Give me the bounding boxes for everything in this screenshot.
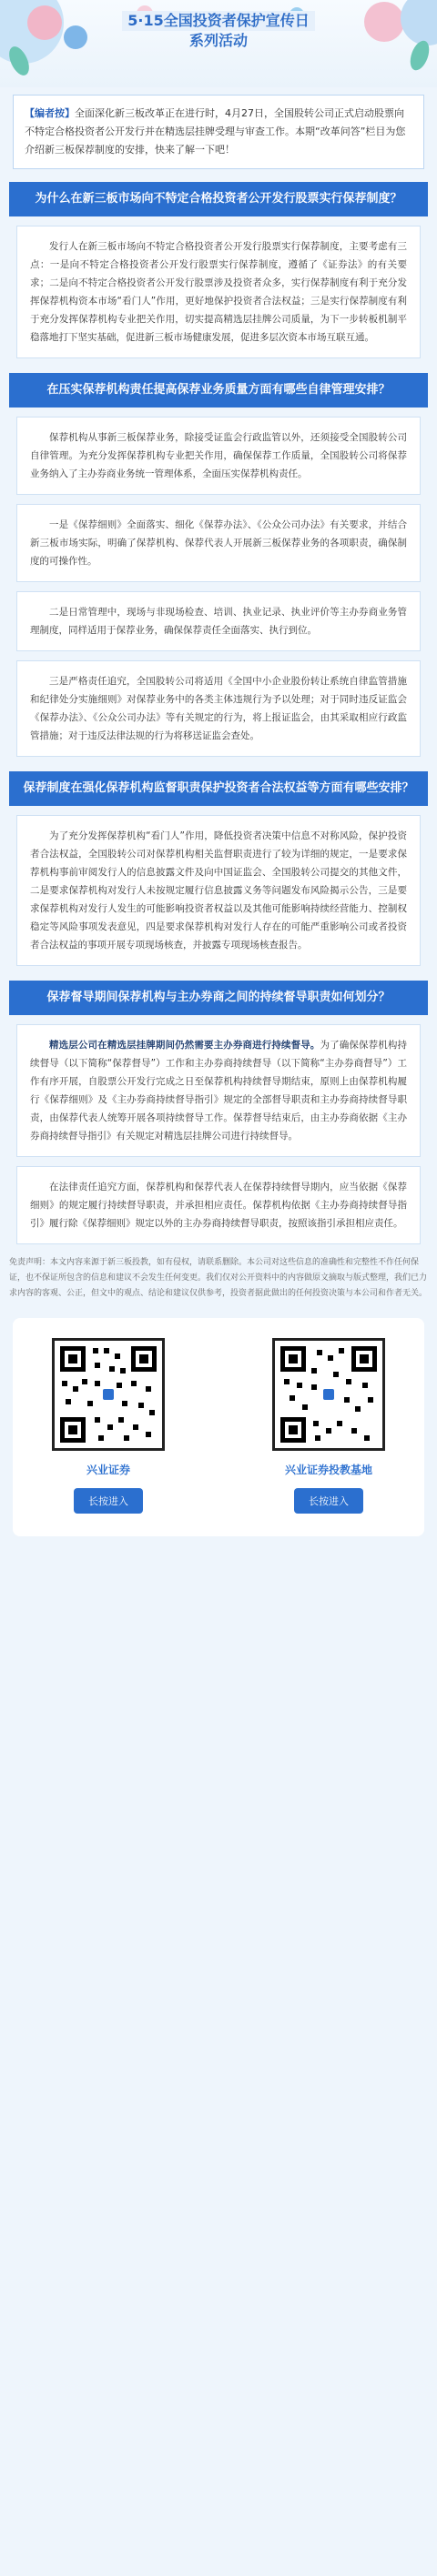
qr-panel	[13, 1318, 424, 1536]
answer-2-para-2: 一是《保荐细则》全面落实、细化《保荐办法》、《公众公司办法》有关要求，并结合新三板市场实际，明确了保荐机构、保荐代表人开展新三板保荐业务的各项职责，确保制度的可操作性。	[30, 519, 407, 567]
answer-2-para-4: 三是严格责任追究，全国股转公司将适用《全国中小企业股份转让系统自律监管措施和纪律处分实施细则》对保荐业务中的各类主体违规行为予以处理；对于同时违反证监会《保荐办法》、《公众公司办法》等有关规定的行为，将上报证监会，由其采取相应行政监管措施；对于违反法律法规的行为将移送证监会查处。	[30, 676, 407, 741]
answer-2-card-4	[16, 660, 421, 757]
long-press-button-2[interactable]: 长按进入	[294, 1488, 363, 1514]
answer-4-para-1-text: 为了确保保荐机构持续督导（以下简称“保荐督导”）工作和主办券商持续督导（以下简称“主办券商督导”）工作有序开展，自股票公开发行完成之日至保荐机构持续督导期结束，原则上由保荐机构履行《保荐细则》及《主办券商持续督导指引》规定的全部督导职责和主办券商持续督导职责，由保荐代表人统筹开展各项持续督导工作。保荐督导结束后，由主办券商依据《主办券商持续督导指引》有关规定对精选层挂牌公司进行持续督导。	[30, 1040, 407, 1142]
answer-2-para-1: 保荐机构从事新三板保荐业务，除接受证监会行政监管以外，还须接受全国股转公司自律管理。为充分发挥保荐机构专业把关作用，确保保荐工作质量，全国股转公司将保荐业务纳入了主办券商业务统一管理体系，全面压实保荐机构责任。	[30, 432, 407, 479]
answer-2-para-3: 二是日常管理中，现场与非现场检查、培训、执业记录、执业评价等主办券商业务管理制度，同样适用于保荐业务，确保保荐责任全面落实、执行到位。	[30, 607, 407, 636]
answer-4-para-1	[30, 1036, 407, 1145]
answer-2-card-1	[16, 417, 421, 495]
qr-card-1	[31, 1338, 186, 1514]
question-4-title: 保荐督导期间保荐机构与主办券商之间的持续督导职责如何划分？	[9, 981, 428, 1015]
decor-circle	[401, 0, 437, 45]
answer-4-card-2	[16, 1166, 421, 1244]
answer-1-text: 发行人在新三板市场向不特定合格投资者公开发行股票实行保荐制度，主要考虑有三点：一是向不特定合格投资者公开发行股票实行保荐制度，遵循了《证券法》的有关要求；二是向不特定合格投资者公开发行股票涉及投资者众多，实行保荐制度有利于充分发挥保荐机构资本市场“看门人”作用，更好地保护投资者合法权益；三是实行保荐制度有利于充分发挥保荐机构专业把关作用，切实提高精选层挂牌公司质量，为下一步转板机制平稳落地打下坚实基础，促进新三板市场健康发展，促进多层次资本市场互联互通。	[30, 241, 407, 343]
page-title	[80, 11, 357, 51]
qr-name-2: 兴业证券投教基地	[284, 1464, 372, 1476]
answer-2-card-2	[16, 504, 421, 582]
page-footer	[0, 1536, 437, 1573]
question-1-title: 为什么在新三板市场向不特定合格投资者公开发行股票实行保荐制度？	[9, 182, 428, 216]
answer-4-para-2: 在法律责任追究方面，保荐机构和保荐代表人在保荐持续督导期内，应当依据《保荐细则》的规定履行持续督导职责，并承担相应责任。保荐机构依据《主办券商持续督导指引》履行除《保荐细则》规定以外的主办券商持续督导职责，按照该指引承担相应责任。	[30, 1182, 407, 1229]
answer-4-lead: 精选层公司在精选层挂牌期间仍然需要主办券商进行持续督导。	[49, 1040, 320, 1051]
answer-1-card	[16, 226, 421, 358]
decor-flower	[27, 5, 62, 40]
editor-note-text: 全面深化新三板改革正在进行时，4月27日，全国股转公司正式启动股票向不特定合格投资者公开发行并在精选层挂牌受理与审查工作。本期“改革问答”栏目为您介绍新三板保荐制度的安排，快来了解一下吧！	[25, 107, 406, 156]
answer-2-card-3	[16, 591, 421, 651]
editor-note-tag: 【编者按】	[25, 107, 75, 119]
title-line-1: 5·15全国投资者保护宣传日	[122, 11, 314, 31]
answer-3-text: 为了充分发挥保荐机构“看门人”作用，降低投资者决策中信息不对称风险，保护投资者合法权益，全国股转公司对保荐机构相关监督职责进行了较为详细的规定，一是要求保荐机构事前审阅发行人的信息披露文件及向中国证监会、全国股转公司提交的其他文件，二是要求保荐机构对发行人未按规定履行信息披露义务等问题发布风险揭示公告，三是要求保荐机构对发行人发生的可能影响投资者权益以及其他可能影响持续经营能力、控制权稳定等风险事项发表意见，四是要求保荐机构对发行人存在的可能严重影响公司或者投资者合法权益的事项开展专项现场核查，并披露专项现场核查报告。	[30, 830, 407, 951]
title-line-2: 系列活动	[188, 32, 248, 49]
editor-note	[13, 95, 424, 169]
qr-code-icon[interactable]	[272, 1338, 385, 1451]
qr-code-icon[interactable]	[52, 1338, 165, 1451]
decor-flower	[364, 2, 404, 42]
question-2-title: 在压实保荐机构责任提高保荐业务质量方面有哪些自律管理安排？	[9, 373, 428, 408]
qr-name-1: 兴业证券	[86, 1464, 130, 1476]
disclaimer: 免责声明：本文内容来源于新三板投教，如有侵权，请联系删除。本公司对这些信息的准确性和完整性不作任何保证，也不保证所包含的信息和建议不会发生任何变更。我们仅对公开资料中的内容做原文摘取与版式整理，我们已力求内容的客观、公正，但文中的观点、结论和建议仅供参考，投资者据此做出的任何投资决策与本公司和作者无关。	[9, 1258, 428, 1298]
qr-card-2	[251, 1338, 406, 1514]
question-3-title: 保荐制度在强化保荐机构监督职责保护投资者合法权益等方面有哪些安排？	[9, 771, 428, 806]
header-banner	[0, 0, 437, 87]
answer-4-card-1	[16, 1024, 421, 1157]
long-press-button-1[interactable]: 长按进入	[74, 1488, 143, 1514]
answer-3-card	[16, 815, 421, 966]
